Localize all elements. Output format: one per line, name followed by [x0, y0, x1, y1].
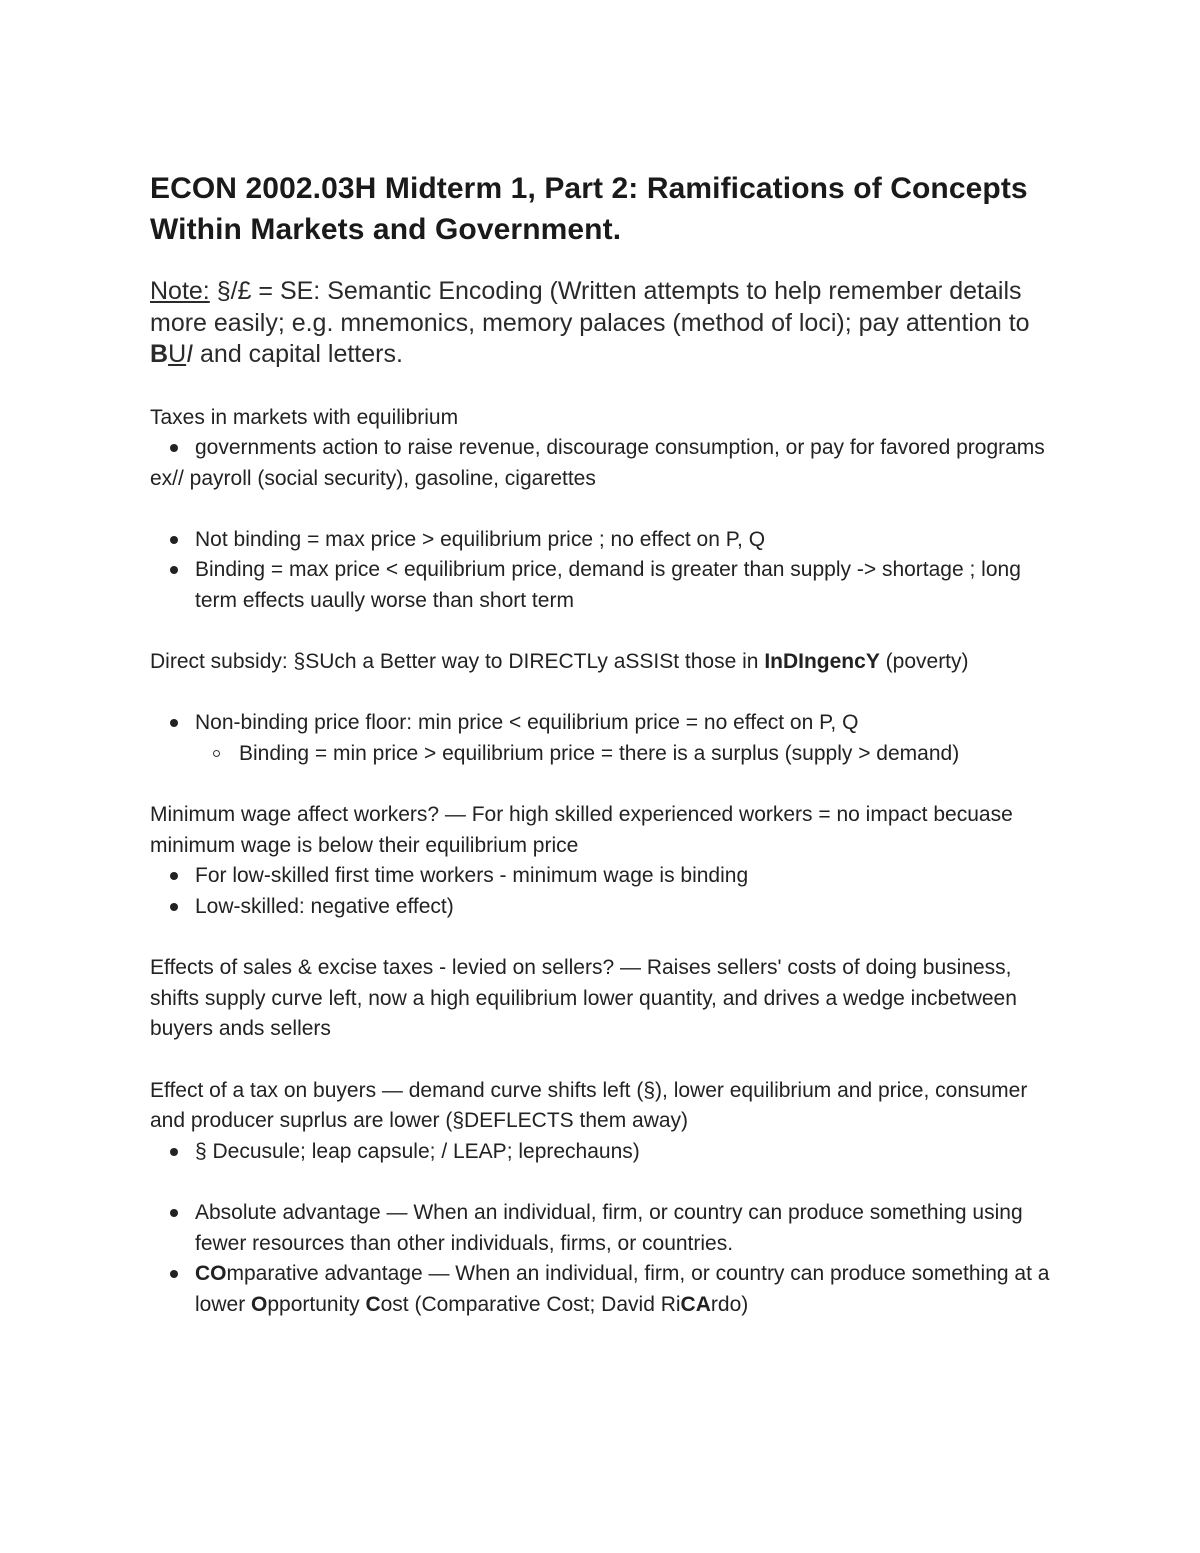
buyer-tax-paragraph: Effect of a tax on buyers — demand curve shifts left (§), lower equilibrium and price, consumer and producer suprlus are lower (§DEFLECTS them away) [150, 1078, 1028, 1133]
advantage-list [150, 1198, 1050, 1320]
notes-body [150, 403, 1050, 1321]
binding-list [150, 525, 1050, 617]
taxes-example: ex// payroll (social security), gasoline, cigarettes [150, 466, 596, 490]
bold-fragment: O [251, 1292, 268, 1316]
spacer [150, 923, 1050, 954]
spacer [150, 1045, 1050, 1076]
list-item: Non-binding price floor: min price < equilibrium price = no effect on P, Q [150, 708, 1050, 739]
sales-tax-paragraph: Effects of sales & excise taxes - levied on sellers? — Raises sellers' costs of doing business, shifts supply curve left, now a high equilibrium lower quantity, and drives a wedge incbetween buyers ands sellers [150, 956, 1017, 1041]
subsidy-paragraph [150, 647, 1050, 678]
list-item: Absolute advantage — When an individual, firm, or country can produce something using fewer resources than other individuals, firms, or countries. [150, 1198, 1050, 1259]
spacer [150, 494, 1050, 525]
wage-list [150, 861, 1050, 922]
note-text: §/£ = SE: Semantic Encoding (Written attempts to help remember details more easily; e.g. mnemonics, memory palaces (method of loci); pay attention to [150, 277, 1030, 337]
page-title: ECON 2002.03H Midterm 1, Part 2: Ramifications of Concepts Within Markets and Government. [150, 172, 1028, 246]
text-fragment: mparative advantage — When an individual, firm, or country can produce something at a lower [195, 1262, 1050, 1316]
list-item: § Decusule; leap capsule; / LEAP; leprechauns) [150, 1137, 1050, 1168]
note-bold-b: B [150, 340, 169, 368]
text-fragment: pportunity [267, 1292, 366, 1316]
note-italic-i: I [186, 340, 194, 368]
subsidy-bold: InDIngencY [764, 650, 880, 674]
note-paragraph [150, 276, 1050, 371]
bold-fragment: CO [195, 1262, 227, 1286]
taxes-heading: Taxes in markets with equilibrium [150, 405, 459, 429]
spacer [150, 617, 1050, 648]
buyer-tax-list [150, 1137, 1050, 1168]
list-item: governments action to raise revenue, discourage consumption, or pay for favored programs [150, 433, 1050, 464]
list-item: Low-skilled: negative effect) [150, 892, 1050, 923]
wage-paragraph: Minimum wage affect workers? — For high skilled experienced workers = no impact becuase minimum wage is below their equilibrium price [150, 803, 1013, 857]
taxes-list [150, 433, 1050, 464]
list-item: For low-skilled first time workers - minimum wage is binding [150, 861, 1050, 892]
bold-fragment: CA [680, 1292, 711, 1316]
spacer [150, 1167, 1050, 1198]
subsidy-text: Direct subsidy: §SUch a Better way to DIRECTLy aSSISt those in [150, 650, 765, 674]
text-fragment: ost (Comparative Cost; David Ri [380, 1292, 681, 1316]
sub-list-item: Binding = min price > equilibrium price = there is a surplus (supply > demand) [150, 739, 1050, 770]
list-item: Not binding = max price > equilibrium price ; no effect on P, Q [150, 525, 1050, 556]
note-tail: and capital letters. [193, 340, 403, 368]
note-underline-u: U [168, 340, 187, 368]
list-item [150, 1259, 1050, 1320]
bold-fragment: C [365, 1292, 381, 1316]
price-floor-list [150, 708, 1050, 769]
note-label: Note: [150, 277, 210, 305]
subsidy-tail: (poverty) [879, 650, 969, 674]
spacer [150, 678, 1050, 709]
spacer [150, 770, 1050, 801]
text-fragment: rdo) [710, 1292, 749, 1316]
list-item: Binding = max price < equilibrium price, demand is greater than supply -> shortage ; long term effects uaully worse than short term [150, 555, 1050, 616]
